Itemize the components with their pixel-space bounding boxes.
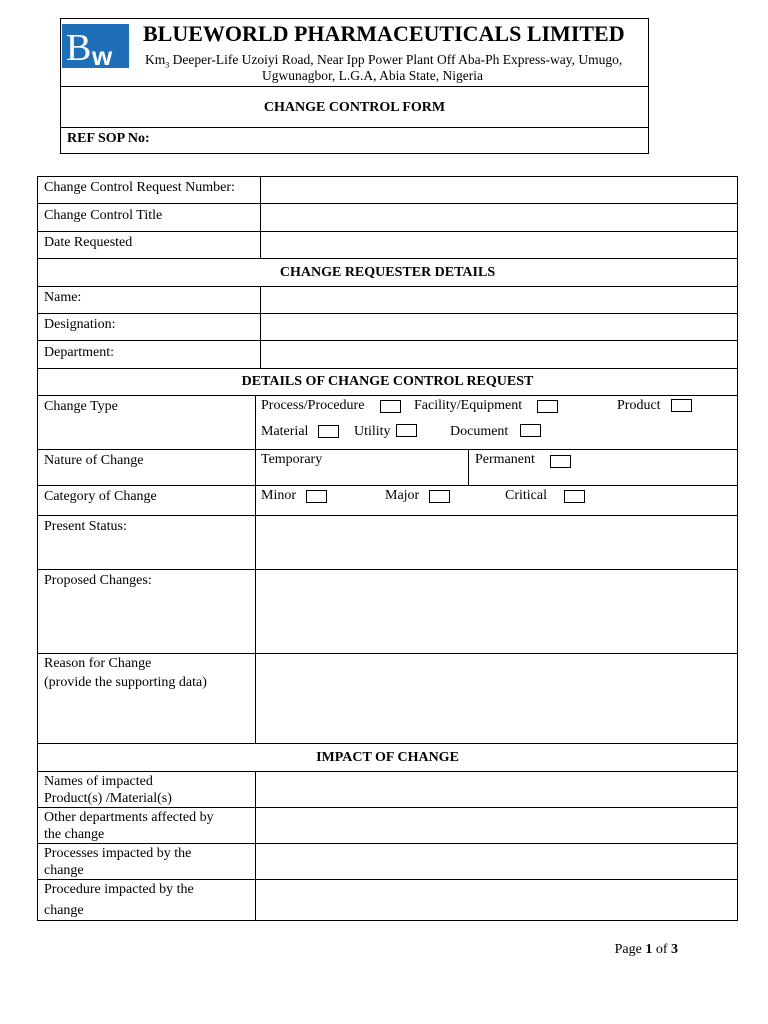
ref-sop-label: REF SOP No:: [67, 131, 150, 146]
row-proposed-changes: [38, 570, 737, 654]
company-name: BLUEWORLD PHARMACEUTICALS LIMITED: [143, 21, 625, 46]
requester-section-heading: CHANGE REQUESTER DETAILS: [279, 264, 496, 280]
option-permanent-label: Permanent: [475, 452, 535, 467]
name-label: Name:: [44, 290, 82, 305]
option-process-procedure-label: Process/Procedure: [261, 398, 365, 413]
request-number-label: Change Control Request Number:: [44, 180, 235, 195]
option-critical-label: Critical: [505, 488, 547, 503]
option-facility-equipment-label: Facility/Equipment: [414, 398, 523, 413]
reason-for-change-label: Reason for Change (provide the supporting data): [44, 656, 207, 690]
processes-impacted-label: Processes impacted by the change: [44, 846, 192, 878]
company-block: [61, 19, 648, 87]
department-label: Department:: [44, 345, 114, 360]
facility-equipment-checkbox[interactable]: [537, 400, 558, 413]
option-material-label: Material: [261, 424, 309, 439]
proposed-changes-label: Proposed Changes:: [44, 573, 152, 588]
row-requester-section: [38, 259, 737, 287]
major-checkbox[interactable]: [429, 490, 450, 503]
option-utility-label: Utility: [354, 424, 391, 439]
address-line-2: Ugwunagbor, L.G.A, Abia State, Nigeria: [261, 68, 484, 83]
category-of-change-label: Category of Change: [44, 489, 157, 504]
row-date-requested: [38, 232, 737, 259]
row-designation: [38, 314, 737, 341]
row-processes-impacted: [38, 844, 737, 880]
option-document-label: Document: [450, 424, 509, 439]
row-impact-section: [38, 744, 737, 772]
details-section-heading: DETAILS OF CHANGE CONTROL REQUEST: [241, 374, 534, 389]
row-request-number: [38, 177, 737, 204]
svg-text:B: B: [66, 27, 92, 68]
row-present-status: [38, 516, 737, 570]
product-checkbox[interactable]: [671, 399, 692, 412]
date-requested-label: Date Requested: [44, 235, 133, 250]
nature-of-change-label: Nature of Change: [44, 453, 144, 468]
critical-checkbox[interactable]: [564, 490, 585, 503]
row-change-type: [38, 396, 737, 450]
form-header: [60, 18, 649, 154]
page-number: Page 1 of 3: [614, 942, 678, 957]
minor-checkbox[interactable]: [306, 490, 327, 503]
other-departments-label: Other departments affected by the change: [44, 810, 214, 842]
change-control-table: [37, 176, 738, 921]
impacted-products-label: Names of impacted Product(s) /Material(s): [44, 774, 172, 806]
utility-checkbox[interactable]: [396, 424, 417, 437]
row-name: [38, 287, 737, 314]
procedure-impacted-label: Procedure impacted by the change: [44, 882, 194, 918]
impact-section-heading: IMPACT OF CHANGE: [316, 749, 459, 765]
row-procedure-impacted: [38, 880, 737, 921]
row-impacted-products: [38, 772, 737, 808]
address-line-1: $Km_3$ Deeper-Life Uzoiyi Road, Near Ipp Power Plant Off Aba-Ph Express-way, Umugo,: [145, 52, 623, 70]
row-nature-of-change: [38, 450, 737, 486]
option-temporary-label: Temporary: [261, 452, 323, 467]
svg-text:w: w: [92, 41, 113, 68]
designation-label: Designation:: [44, 317, 116, 332]
document-checkbox[interactable]: [520, 424, 541, 437]
permanent-checkbox[interactable]: [550, 455, 571, 468]
option-major-label: Major: [385, 488, 420, 503]
title-label: Change Control Title: [44, 208, 163, 223]
option-product-label: Product: [617, 398, 661, 413]
row-category-of-change: [38, 486, 737, 516]
change-type-label: Change Type: [44, 399, 118, 414]
row-department: [38, 341, 737, 369]
option-minor-label: Minor: [261, 488, 296, 503]
row-details-section: [38, 369, 737, 396]
present-status-label: Present Status:: [44, 519, 127, 534]
form-title: CHANGE CONTROL FORM: [61, 87, 648, 128]
process-procedure-checkbox[interactable]: [380, 400, 401, 413]
row-other-departments: [38, 808, 737, 844]
row-title: [38, 204, 737, 232]
material-checkbox[interactable]: [318, 425, 339, 438]
company-logo: [62, 24, 129, 68]
row-reason-for-change: [38, 654, 737, 744]
